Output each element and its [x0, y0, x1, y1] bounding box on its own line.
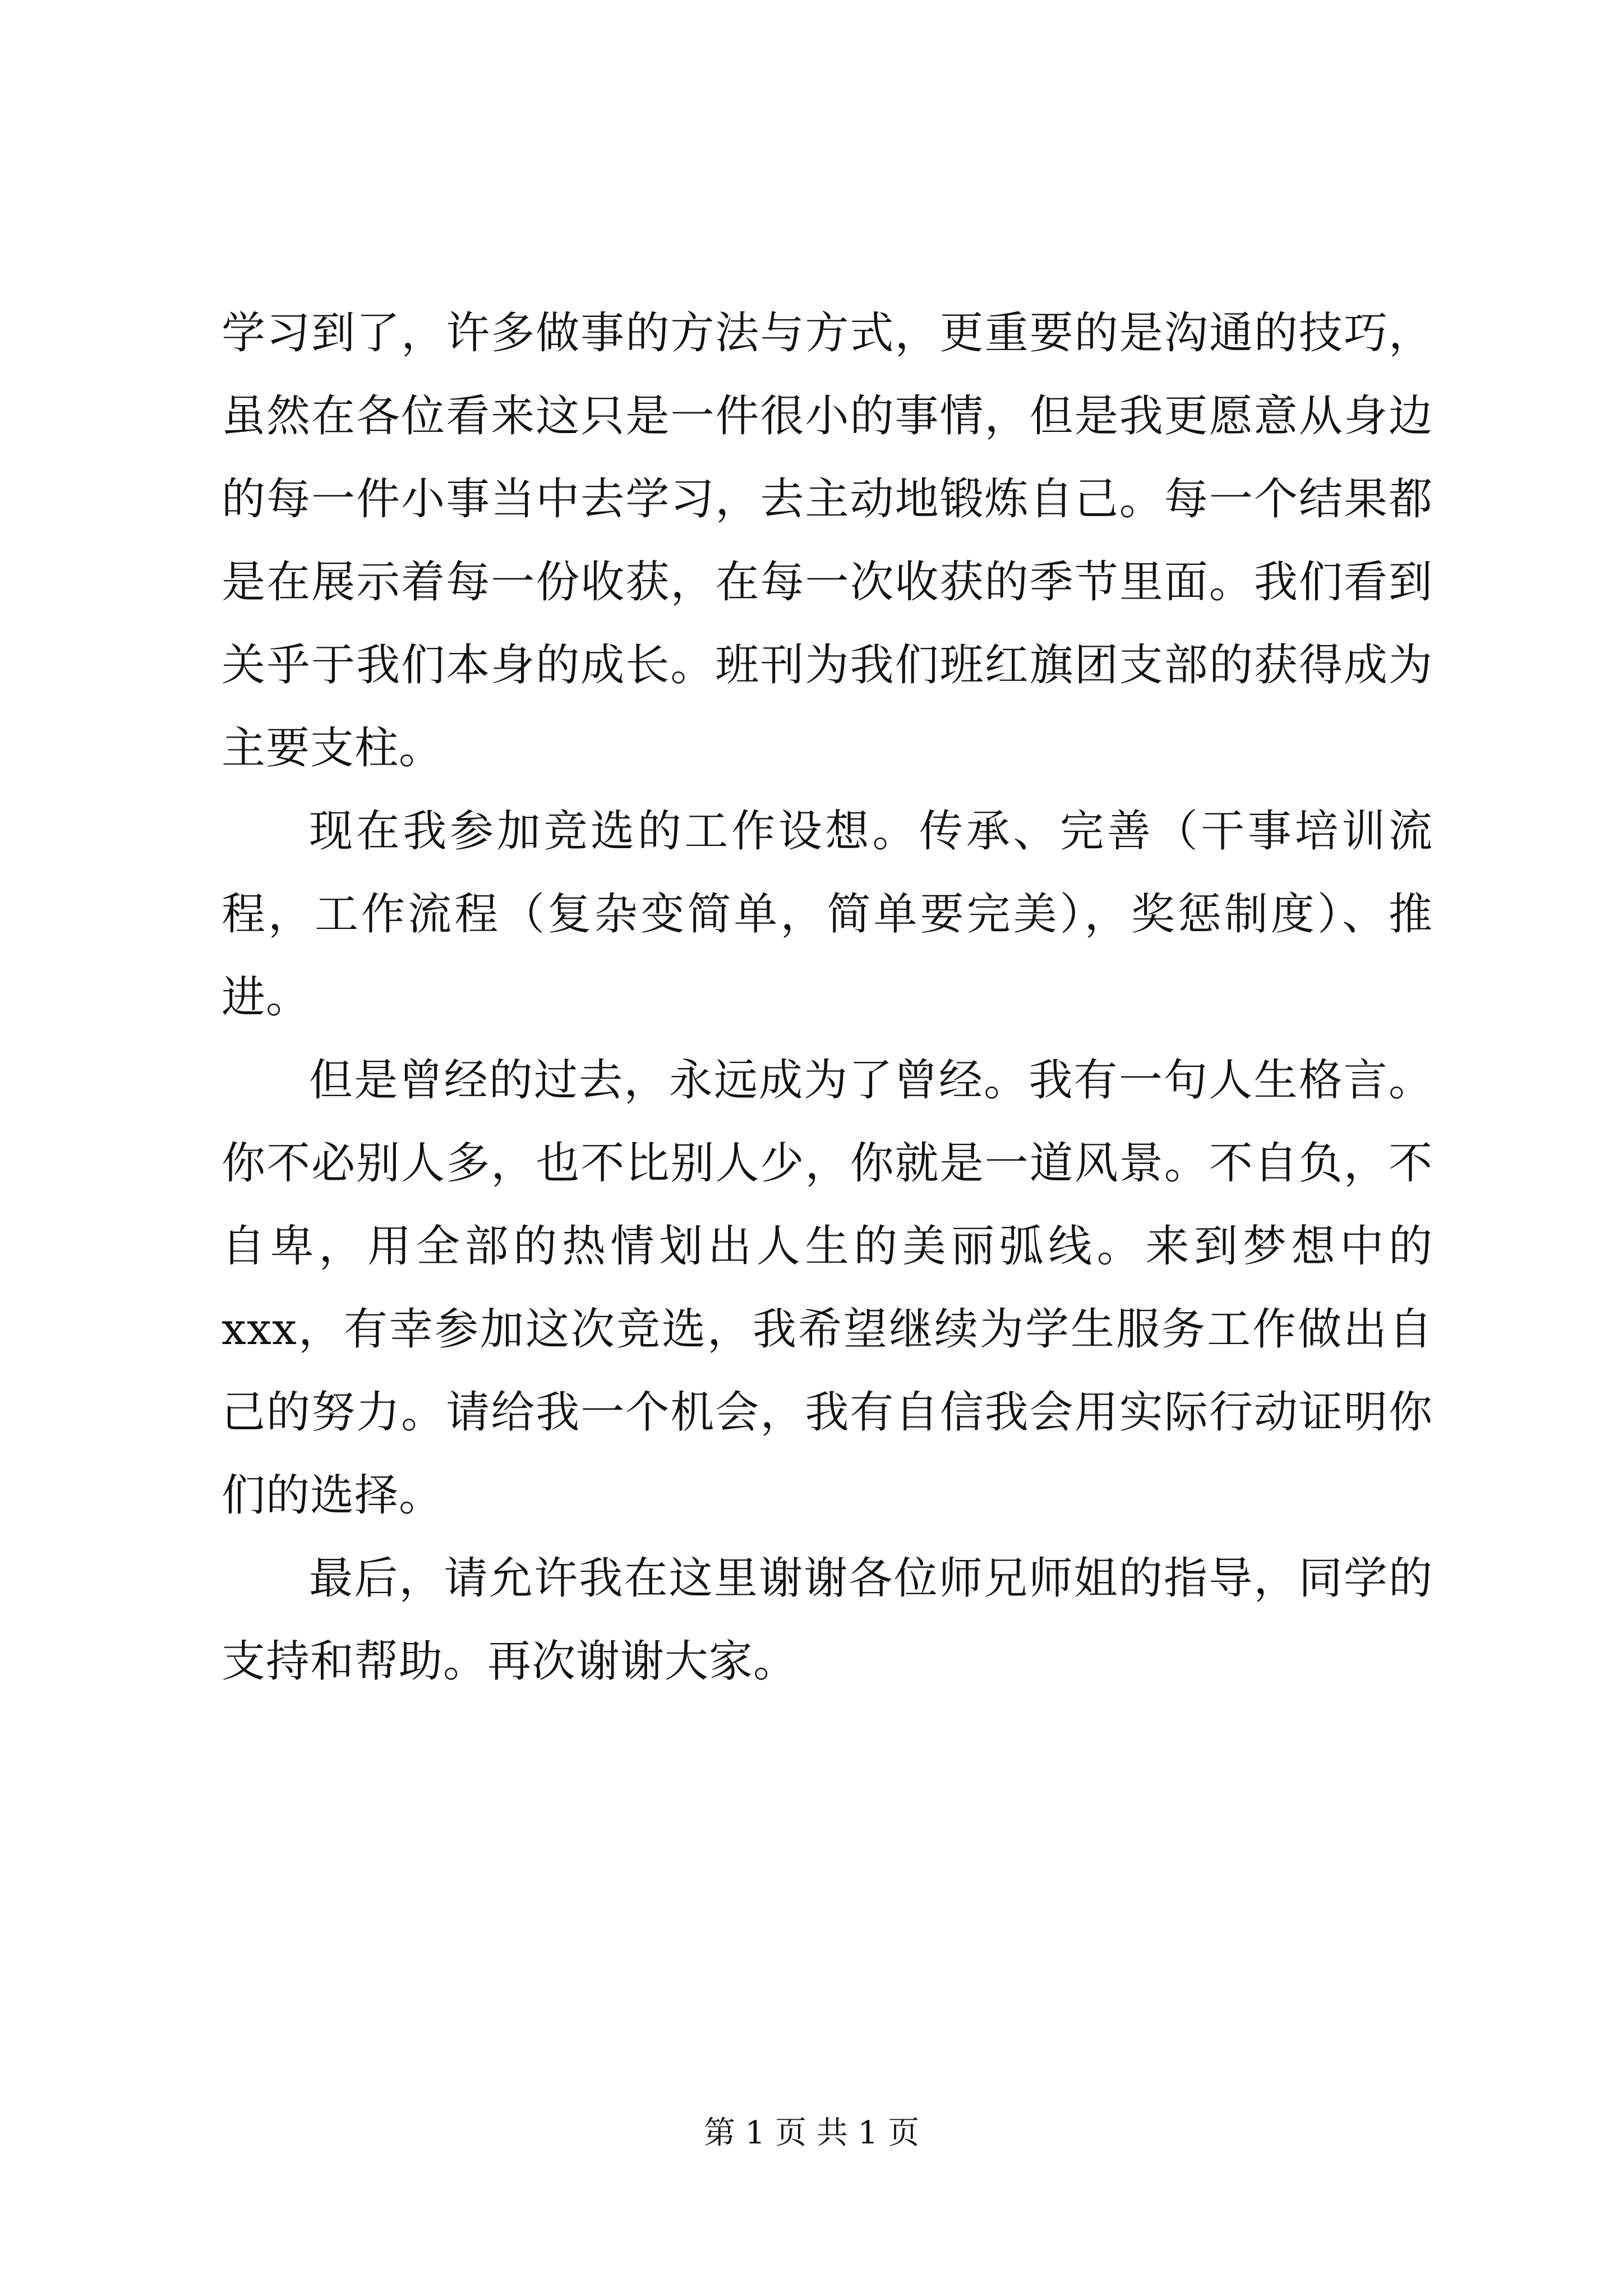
paragraph-3: 但是曾经的过去，永远成为了曾经。我有一句人生格言。你不必别人多，也不比别人少，你就是一道风景。不自负，不自卑，用全部的热情划出人生的美丽弧线。来到梦想中的 xxx，有幸参加这次竞选，我希望继续为学生服务工作做出自己的努力。请给我一个机会，我有自信我会用实际行动证明你们的选择。	[222, 1055, 1433, 1521]
body-text	[222, 292, 1433, 1703]
paragraph-4: 最后，请允许我在这里谢谢各位师兄师姐的指导，同学的支持和帮助。再次谢谢大家。	[222, 1553, 1433, 1687]
page-number-footer: 第 1 页 共 1 页	[703, 2115, 920, 2151]
paragraph-1: 学习到了，许多做事的方法与方式，更重要的是沟通的技巧，虽然在各位看来这只是一件很小的事情，但是我更愿意从身边的每一件小事当中去学习，去主动地锻炼自己。每一个结果都是在展示着每一份收获，在每一次收获的季节里面。我们看到关乎于我们本身的成长。班刊为我们班红旗团支部的获得成为主要支柱。	[222, 308, 1433, 774]
paragraph-2: 现在我参加竞选的工作设想。传承、完善（干事培训流程，工作流程（复杂变简单，简单要完美），奖惩制度）、推进。	[222, 806, 1433, 1023]
